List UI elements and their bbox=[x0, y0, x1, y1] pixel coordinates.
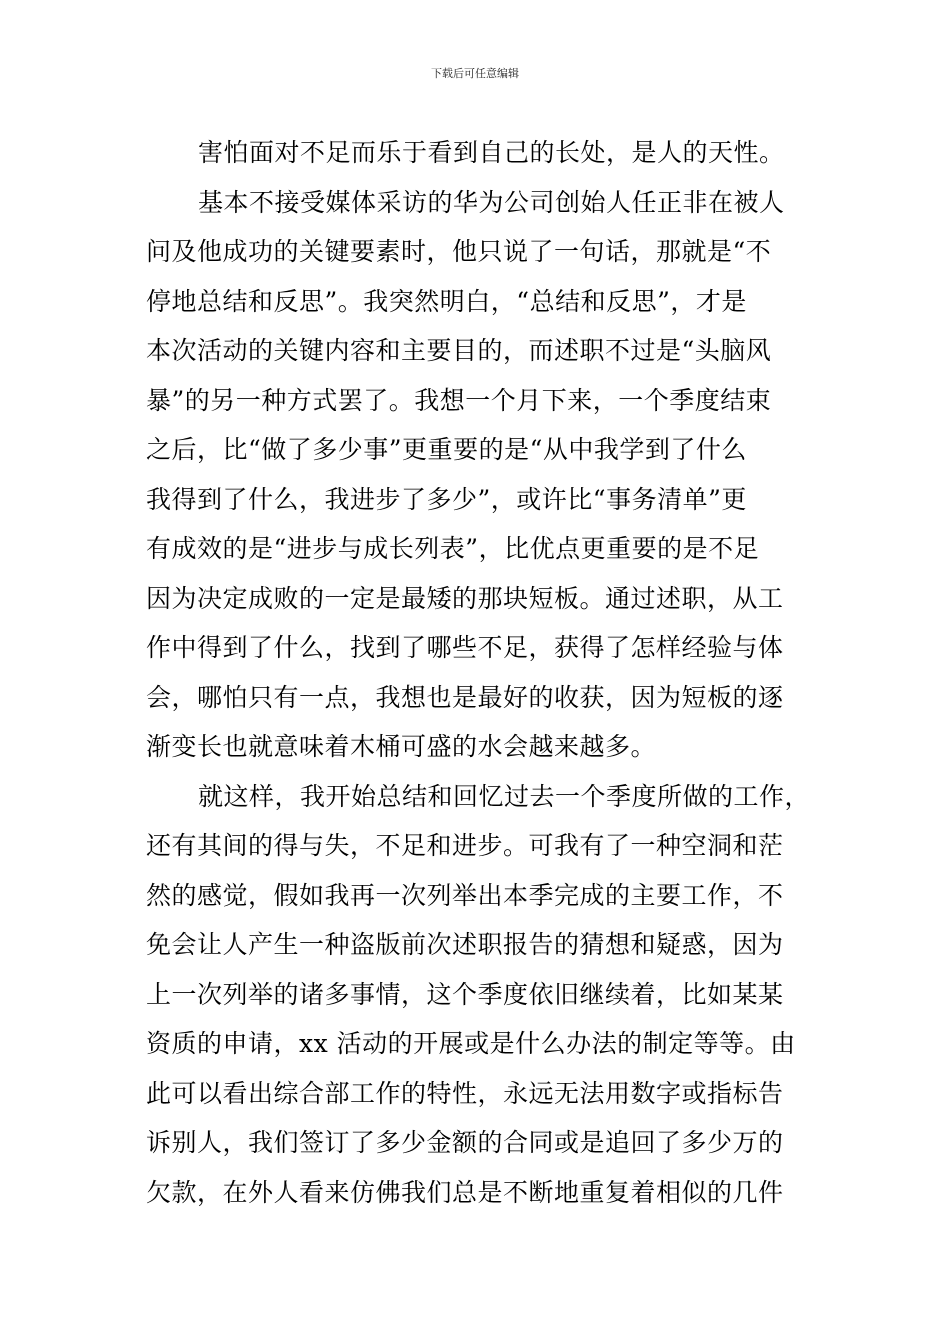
text-line: 资质的申请，xx 活动的开展或是什么办法的制定等等。由 bbox=[146, 1029, 796, 1058]
text-line: 会，哪怕只有一点，我想也是最好的收获，因为短板的逐 bbox=[146, 682, 784, 712]
text-line: 就这样，我开始总结和回忆过去一个季度所做的工作， bbox=[198, 781, 811, 811]
text-line: 诉别人，我们签订了多少金额的合同或是追回了多少万的 bbox=[146, 1128, 784, 1157]
text-line: 渐变长也就意味着木桶可盛的水会越来越多。 bbox=[146, 732, 657, 761]
text-line: 我得到了什么，我进步了多少”，或许比“事务清单”更 bbox=[146, 484, 747, 514]
text-line: 因为决定成败的一定是最矮的那块短板。通过述职，从工 bbox=[146, 583, 784, 613]
text-line: 有成效的是“进步与成长列表”，比优点更重要的是不足 bbox=[146, 534, 760, 563]
text-line: 之后，比“做了多少事”更重要的是“从中我学到了什么 bbox=[146, 435, 747, 464]
text-line: 然的感觉，假如我再一次列举出本季完成的主要工作，不 bbox=[146, 880, 784, 910]
text-line: 免会让人产生一种盗版前次述职报告的猜想和疑惑，因为 bbox=[146, 930, 784, 959]
text-line: 此可以看出综合部工作的特性，永远无法用数字或指标告 bbox=[146, 1078, 784, 1108]
text-line: 作中得到了什么，找到了哪些不足，获得了怎样经验与体 bbox=[146, 633, 784, 662]
text-line: 上一次列举的诸多事情，这个季度依旧继续着，比如某某 bbox=[146, 979, 784, 1009]
text-line: 暴”的另一种方式罢了。我想一个月下来，一个季度结束 bbox=[146, 385, 772, 415]
text-line: 本次活动的关键内容和主要目的，而述职不过是“头脑风 bbox=[146, 336, 772, 365]
text-line: 还有其间的得与失，不足和进步。可我有了一种空洞和茫 bbox=[146, 831, 784, 860]
text-line: 停地总结和反思”。我突然明白，“总结和反思”，才是 bbox=[146, 286, 747, 316]
text-line: 问及他成功的关键要素时，他只说了一句话，那就是“不 bbox=[146, 237, 772, 266]
header-note: 下载后可任意编辑 bbox=[431, 67, 519, 80]
text-line: 害怕面对不足而乐于看到自己的长处，是人的天性。 bbox=[198, 138, 785, 167]
text-line: 欠款，在外人看来仿佛我们总是不断地重复着相似的几件 bbox=[146, 1177, 784, 1207]
document-body bbox=[146, 128, 814, 1217]
text-line: 基本不接受媒体采访的华为公司创始人任正非在被人 bbox=[198, 187, 785, 217]
